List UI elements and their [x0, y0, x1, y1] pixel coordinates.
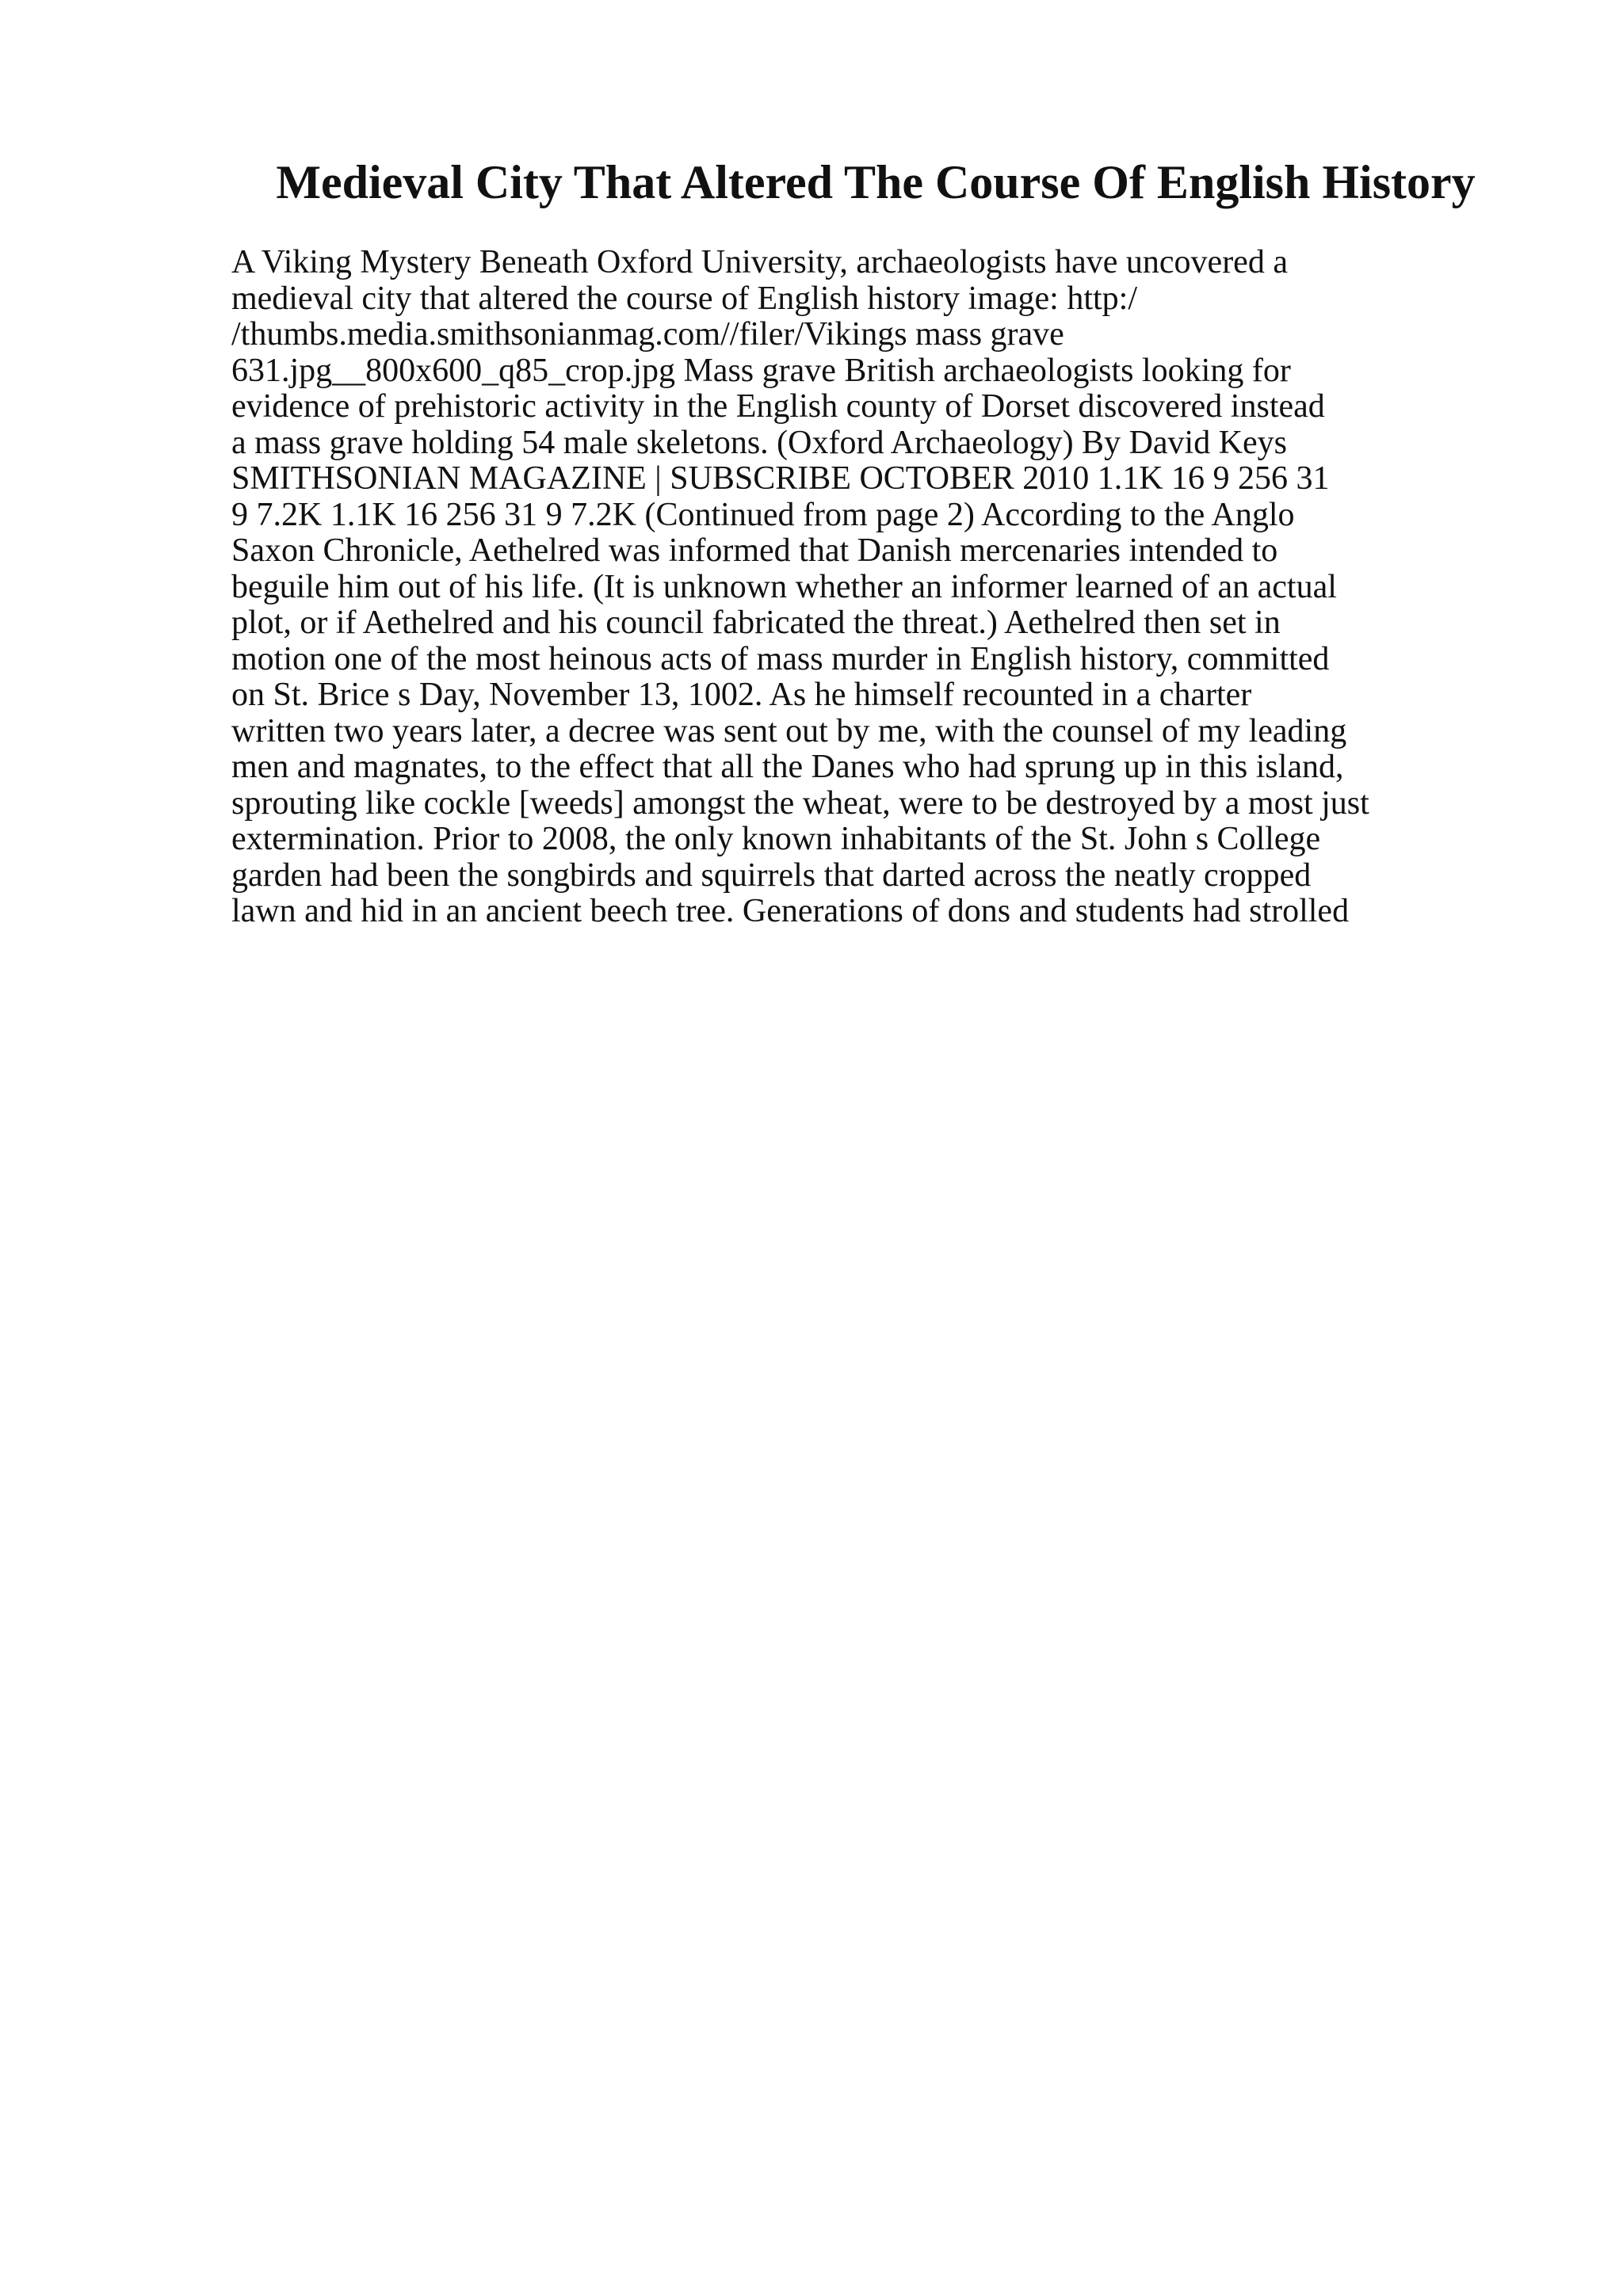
- body-line: written two years later, a decree was sent out by me, with the counsel of my leading: [231, 712, 1347, 749]
- body-line: men and magnates, to the effect that all the Danes who had sprung up in this island,: [231, 749, 1344, 785]
- body-line: extermination. Prior to 2008, the only known inhabitants of the St. John s College: [231, 821, 1321, 857]
- body-line: Saxon Chronicle, Aethelred was informed that Danish mercenaries intended to: [231, 532, 1278, 569]
- body-line: a mass grave holding 54 male skeletons. (Oxford Archaeology) By David Keys: [231, 424, 1288, 461]
- body-line: plot, or if Aethelred and his council fabricated the threat.) Aethelred then set in: [231, 605, 1281, 641]
- body-line: on St. Brice s Day, November 13, 1002. As he himself recounted in a charter: [231, 677, 1252, 713]
- body-line: lawn and hid in an ancient beech tree. Generations of dons and students had strolled: [231, 893, 1350, 929]
- body-line: SMITHSONIAN MAGAZINE | SUBSCRIBE OCTOBER 2010 1.1K 16 9 256 31: [231, 460, 1330, 497]
- body-line: motion one of the most heinous acts of mass murder in English history, committed: [231, 640, 1330, 677]
- body-line: A Viking Mystery Beneath Oxford University, archaeologists have uncovered a: [231, 244, 1288, 280]
- body-line: 9 7.2K 1.1K 16 256 31 9 7.2K (Continued from page 2) According to the Anglo: [231, 496, 1295, 533]
- body-line: garden had been the songbirds and squirrels that darted across the neatly cropped: [231, 856, 1312, 894]
- body-line: evidence of prehistoric activity in the English county of Dorset discovered instead: [231, 388, 1325, 425]
- page-title: Medieval City That Altered The Course Of English History: [276, 156, 1476, 208]
- body-line: /thumbs.media.smithsonianmag.com//filer/Vikings mass grave: [231, 316, 1064, 353]
- body-line: sprouting like cockle [weeds] amongst the wheat, were to be destroyed by a most just: [231, 784, 1369, 822]
- body-line: 631.jpg__800x600_q85_crop.jpg Mass grave British archaeologists looking for: [231, 352, 1291, 389]
- body-line: beguile him out of his life. (It is unknown whether an informer learned of an actual: [231, 568, 1337, 605]
- article-body: [231, 245, 1531, 930]
- body-line: medieval city that altered the course of English history image: http:/: [231, 280, 1138, 317]
